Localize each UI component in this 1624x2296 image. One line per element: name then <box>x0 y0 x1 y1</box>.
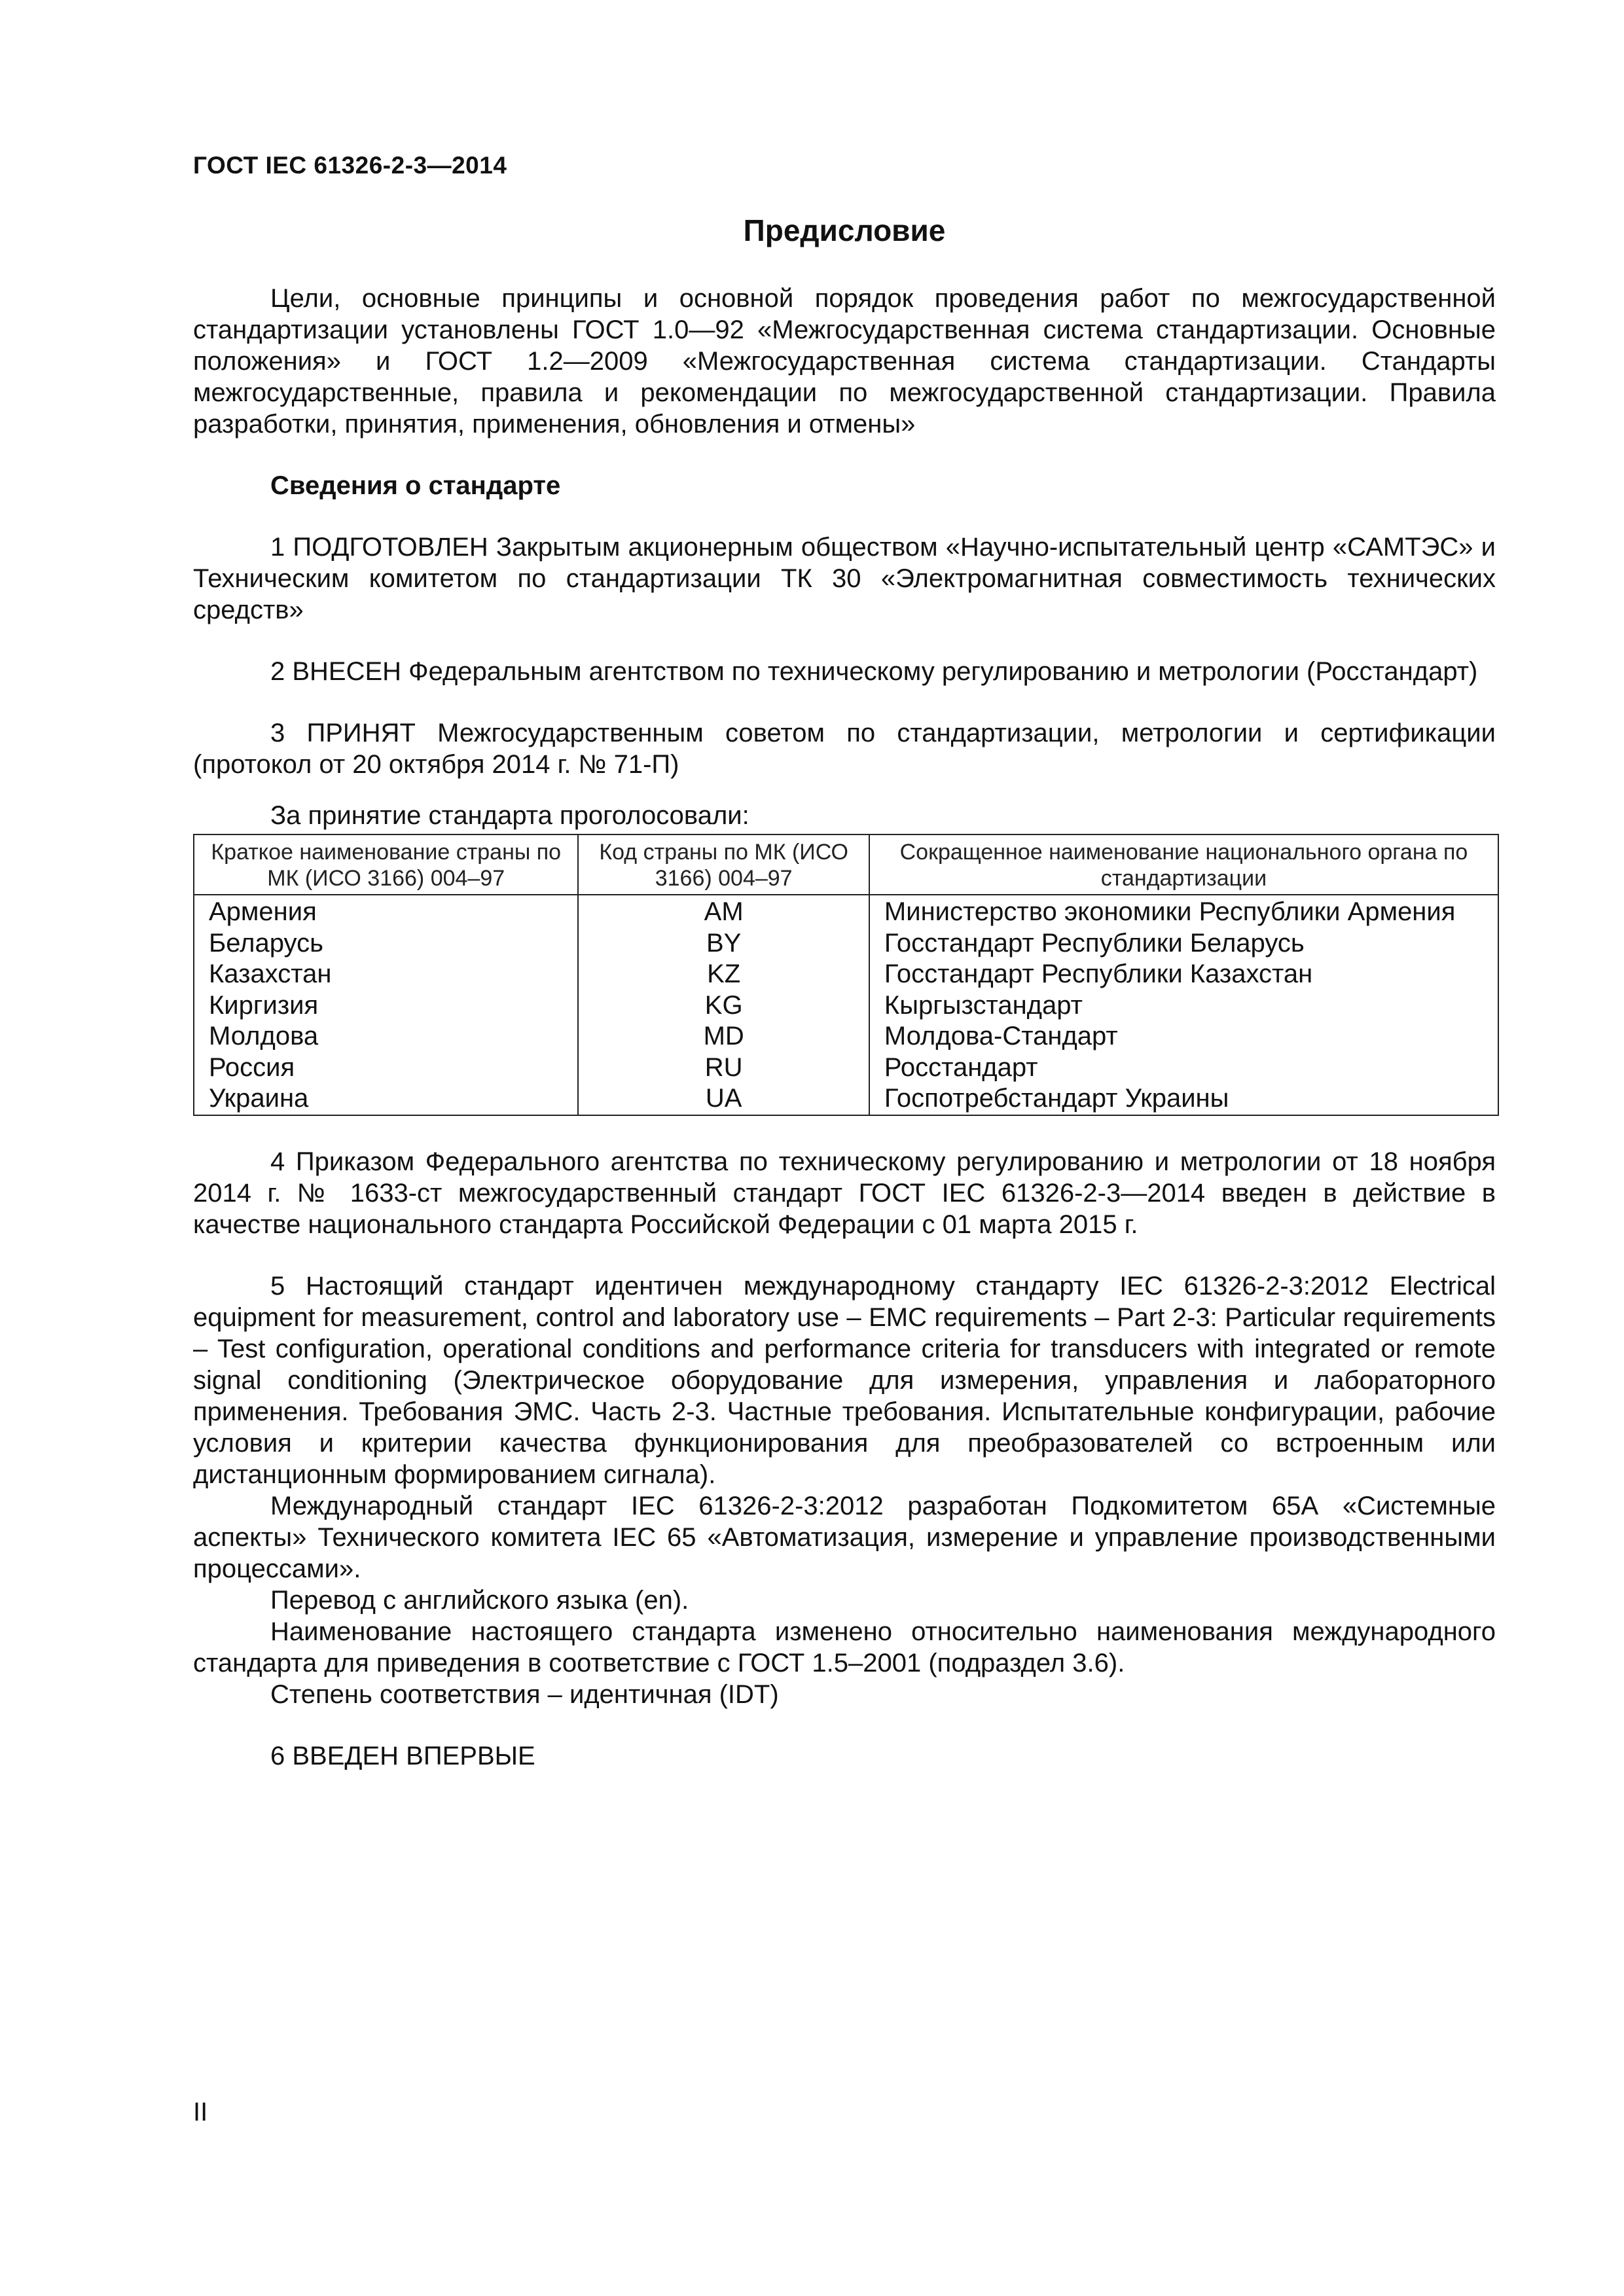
vote-caption: За принятие стандарта проголосовали: <box>270 801 749 830</box>
item-1-prepared: 1 ПОДГОТОВЛЕН Закрытым акционерным обществом «Научно-испытательный центр «САМТЭС» и Техническим комитетом по стандартизации ТК 30 «Электромагнитная совместимость технических средств» <box>193 533 1496 624</box>
document-identifier: ГОСТ IEC 61326-2-3—2014 <box>193 152 507 179</box>
info-heading: Сведения о стандарте <box>270 471 561 500</box>
voting-countries-table <box>193 834 1499 1116</box>
item-5-name-change: Наименование настоящего стандарта изменено относительно наименования международного стандарта для приведения в соответствие с ГОСТ 1.5–2001 (подраздел 3.6). <box>193 1617 1496 1677</box>
standards-body: Кыргызстандарт <box>869 990 1498 1022</box>
country-code: MD <box>578 1021 869 1052</box>
table-row <box>194 1083 1498 1115</box>
item-4-order: 4 Приказом Федерального агентства по техническому регулированию и метрологии от 18 ноября 2014 г. № 1633-ст межгосударственный стандарт ГОСТ IEC 61326-2-3—2014 введен в действие в качестве национального стандарта Российской Федерации с 01 марта 2015 г. <box>193 1147 1496 1239</box>
table-header-row <box>194 834 1498 895</box>
column-header-body: Сокращенное наименование национального органа по стандартизации <box>869 834 1498 895</box>
item-5-identical: 5 Настоящий стандарт идентичен международному стандарту IEC 61326-2-3:2012 Electrical equipment for measurement, control and laboratory use – EMC requirements – Part 2-3: Particular requirements – Test configuration, operational conditions and performance criteria for transducers with integrated or remote signal conditioning (Электрическое оборудование для измерения, управления и лабораторного применения. Требования ЭМС. Часть 2-3. Частные требования. Испытательные конфигурации, рабочие условия и критерии качества функционирования для преобразователей со встроенным или дистанционным формированием сигнала). <box>193 1271 1496 1489</box>
page-title: Предисловие <box>743 213 946 247</box>
standards-body: Молдова-Стандарт <box>869 1021 1498 1052</box>
country-name: Киргизия <box>194 990 578 1022</box>
item-6-introduced: 6 ВВЕДЕН ВПЕРВЫЕ <box>270 1741 535 1770</box>
country-name: Армения <box>194 895 578 928</box>
country-name: Казахстан <box>194 959 578 990</box>
country-name: Беларусь <box>194 928 578 960</box>
standards-body: Министерство экономики Республики Армения <box>869 895 1498 928</box>
country-code: AM <box>578 895 869 928</box>
item-5-degree: Степень соответствия – идентичная (IDT) <box>270 1679 779 1709</box>
foreword-body <box>193 283 1496 1772</box>
table-row <box>194 928 1498 960</box>
standards-body: Госпотребстандарт Украины <box>869 1083 1498 1115</box>
country-name: Украина <box>194 1083 578 1115</box>
item-5-translation: Перевод с английского языка (en). <box>270 1585 689 1615</box>
table-row <box>194 990 1498 1022</box>
country-name: Россия <box>194 1052 578 1084</box>
column-header-code: Код страны по МК (ИСО 3166) 004–97 <box>578 834 869 895</box>
intro-paragraph: Цели, основные принципы и основной порядок проведения работ по межгосударственной стандартизации установлены ГОСТ 1.0—92 «Межгосударственная система стандартизации. Основные положения» и ГОСТ 1.2—2009 «Межгосударственная система стандартизации. Стандарты межгосударственные, правила и рекомендации по межгосударственной стандартизации. Правила разработки, принятия, применения, обновления и отмены» <box>193 284 1496 439</box>
country-name: Молдова <box>194 1021 578 1052</box>
table-row <box>194 895 1498 928</box>
country-code: UA <box>578 1083 869 1115</box>
item-3-adopted: 3 ПРИНЯТ Межгосударственным советом по стандартизации, метрологии и сертификации (протокол от 20 октября 2014 г. № 71-П) <box>193 719 1496 779</box>
standards-body: Госстандарт Республики Казахстан <box>869 959 1498 990</box>
column-header-country: Краткое наименование страны по МК (ИСО 3166) 004–97 <box>194 834 578 895</box>
item-5-developed-by: Международный стандарт IEC 61326-2-3:2012 разработан Подкомитетом 65А «Системные аспекты» Технического комитета IEC 65 «Автоматизация, измерение и управление производственными процессами». <box>193 1491 1496 1583</box>
page-number: II <box>193 2098 208 2126</box>
item-2-submitted: 2 ВНЕСЕН Федеральным агентством по техническому регулированию и метрологии (Росстандарт) <box>270 657 1478 686</box>
table-row <box>194 1052 1498 1084</box>
country-code: KZ <box>578 959 869 990</box>
country-code: BY <box>578 928 869 960</box>
country-code: RU <box>578 1052 869 1084</box>
standards-body: Госстандарт Республики Беларусь <box>869 928 1498 960</box>
table-row <box>194 1021 1498 1052</box>
standards-body: Росстандарт <box>869 1052 1498 1084</box>
table-row <box>194 959 1498 990</box>
country-code: KG <box>578 990 869 1022</box>
